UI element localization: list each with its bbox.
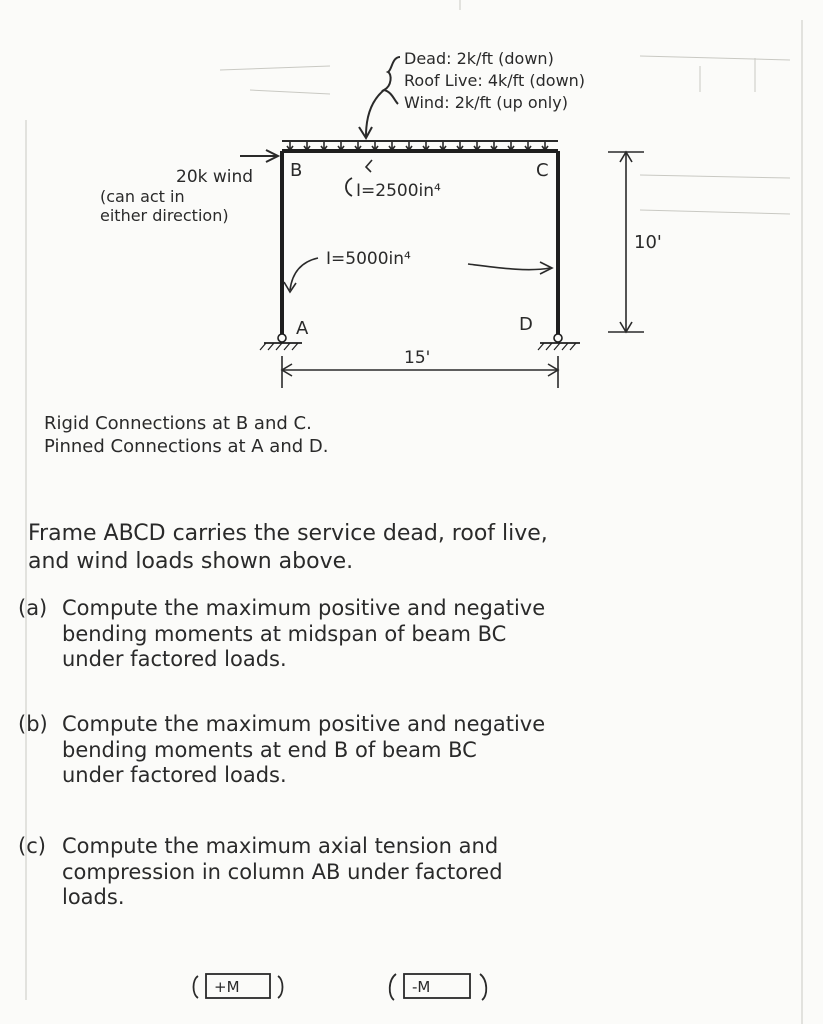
load-wind: Wind: 2k/ft (up only) xyxy=(404,93,568,112)
load-arrow xyxy=(287,142,293,150)
rigid-connections-note: Rigid Connections at B and C. xyxy=(44,413,312,434)
wind-load-label: 20k wind xyxy=(176,167,254,187)
question-b-label: (b) xyxy=(18,712,48,736)
distributed-load-arrows xyxy=(287,142,548,150)
question-c-line-3: loads. xyxy=(62,885,125,910)
question-c-line-2: compression in column AB under factored xyxy=(62,859,503,884)
wind-note-line1: (can act in xyxy=(100,187,185,206)
column-inertia-arrow-right xyxy=(468,264,550,270)
load-arrow xyxy=(372,142,378,150)
load-arrow xyxy=(508,142,514,150)
question-c-text xyxy=(62,834,503,911)
load-arrow xyxy=(457,142,463,150)
load-arrow xyxy=(304,142,310,150)
question-b-text xyxy=(62,712,545,789)
statement-line-2: and wind loads shown above. xyxy=(28,549,354,575)
joint-label-d: D xyxy=(519,314,533,335)
load-roof-live: Roof Live: 4k/ft (down) xyxy=(404,71,586,90)
load-arrow xyxy=(355,142,361,150)
load-arrow xyxy=(423,142,429,150)
beam-inertia-bracket xyxy=(346,178,352,196)
beam-inertia-pointer xyxy=(366,160,372,172)
load-brace xyxy=(384,57,400,104)
load-arrow xyxy=(542,142,548,150)
load-arrow xyxy=(321,142,327,150)
joint-label-a: A xyxy=(296,318,309,339)
pin-support-d xyxy=(538,334,580,350)
load-arrow xyxy=(389,142,395,150)
load-pointer-arrow xyxy=(366,90,384,136)
question-b-line-1: Compute the maximum positive and negative xyxy=(62,712,546,736)
connection-notes xyxy=(44,412,823,458)
question-b-line-2: bending moments at end B of beam BC xyxy=(62,737,477,762)
beam-inertia-label: I=2500in⁴ xyxy=(356,181,441,201)
question-c-line-1: Compute the maximum axial tension and xyxy=(62,834,499,858)
joint-label-b: B xyxy=(290,160,303,181)
load-arrow xyxy=(338,142,344,150)
column-inertia-label: I=5000in⁴ xyxy=(326,249,411,269)
load-arrow xyxy=(491,142,497,150)
question-a-text xyxy=(62,596,545,673)
height-label: 10' xyxy=(634,232,662,253)
load-arrow xyxy=(525,142,531,150)
load-arrow xyxy=(474,142,480,150)
load-arrow xyxy=(406,142,412,150)
negative-moment-label: -M xyxy=(412,978,431,996)
question-b-line-3: under factored loads. xyxy=(62,763,287,788)
question-a-label: (a) xyxy=(18,596,48,620)
problem-statement xyxy=(28,520,808,576)
load-dead: Dead: 2k/ft (down) xyxy=(404,49,554,68)
statement-line-1: Frame ABCD carries the service dead, roof live, xyxy=(28,521,548,546)
question-a-line-2: bending moments at midspan of beam BC xyxy=(62,621,507,646)
wind-note-line2: either direction) xyxy=(100,206,229,225)
load-arrow xyxy=(440,142,446,150)
question-a-line-1: Compute the maximum positive and negative xyxy=(62,596,546,620)
positive-moment-label: +M xyxy=(214,978,240,996)
joint-label-c: C xyxy=(536,160,549,181)
question-c-label: (c) xyxy=(18,834,46,858)
pinned-connections-note: Pinned Connections at A and D. xyxy=(44,436,329,458)
question-a-line-3: under factored loads. xyxy=(62,647,287,672)
span-label: 15' xyxy=(404,348,431,368)
